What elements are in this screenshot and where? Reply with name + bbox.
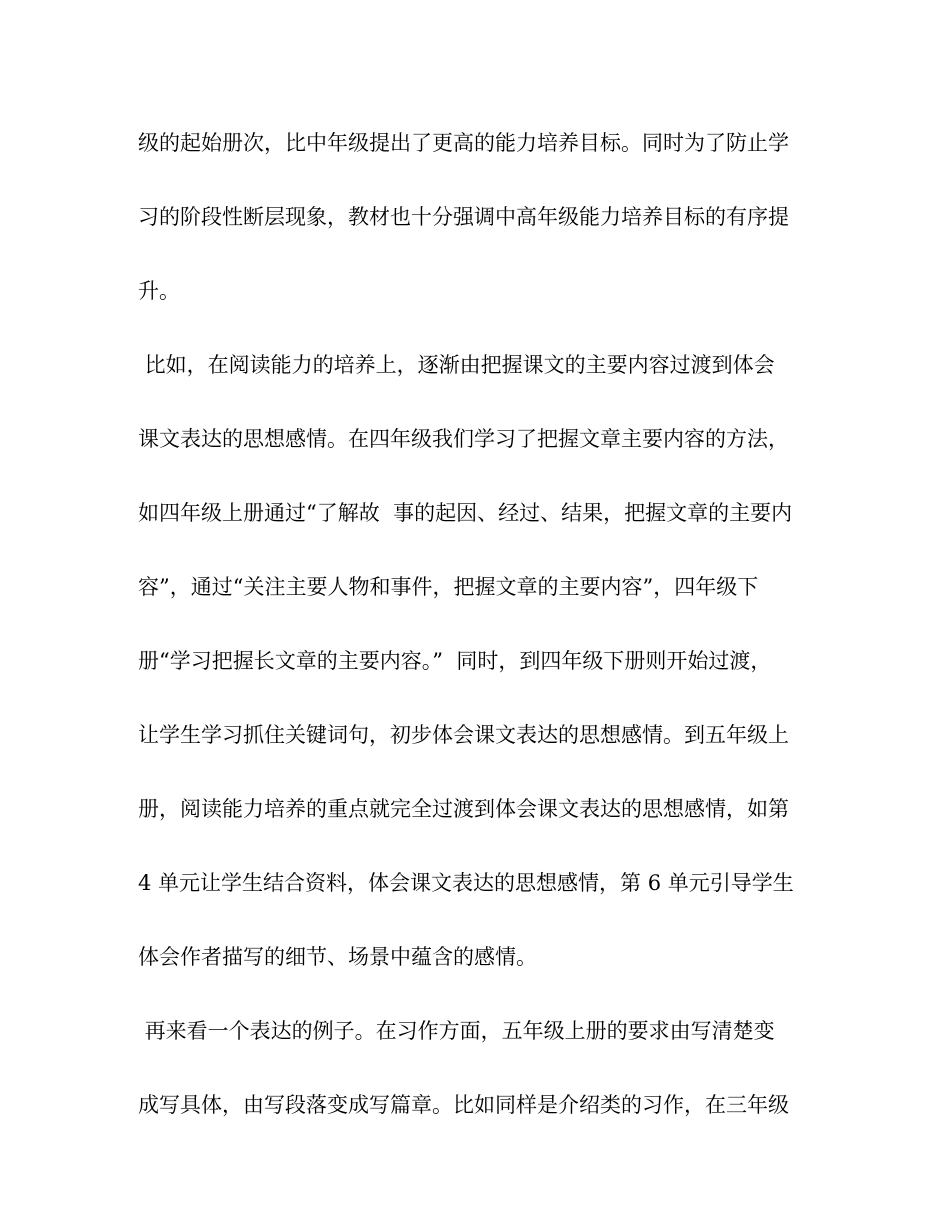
text-line: 比如，在阅读能力的培养上，逐渐由把握课文的主要内容过渡到体会 — [138, 353, 775, 377]
text-line: 如四年级上册通过“了解故 事的起因、经过、结果，把握文章的主要内 — [138, 501, 793, 525]
text-line: 再来看一个表达的例子。在习作方面，五年级上册的要求由写清楚变 — [138, 1019, 775, 1043]
text-line: 升。 — [138, 279, 180, 303]
text-line: 让学生学习抓住关键词句，初步体会课文表达的思想感情。到五年级上 — [138, 723, 789, 747]
text-line: 级的起始册次，比中年级提出了更高的能力培养目标。同时为了防止学 — [138, 131, 789, 155]
text-line: 体会作者描写的细节、场景中蕴含的感情。 — [138, 945, 537, 969]
text-line: 容”，通过“关注主要人物和事件，把握文章的主要内容”，四年级下 — [138, 575, 759, 599]
text-line: 册“学习把握长文章的主要内容。” 同时，到四年级下册则开始过渡， — [138, 649, 772, 673]
text-line: 册，阅读能力培养的重点就完全过渡到体会课文表达的思想感情，如第 — [138, 797, 789, 821]
text-line: 习的阶段性断层现象，教材也十分强调中高年级能力培养目标的有序提 — [138, 205, 789, 229]
text-line: 课文表达的思想感情。在四年级我们学习了把握文章主要内容的方法， — [138, 427, 789, 451]
text-line: 4 单元让学生结合资料，体会课文表达的思想感情，第 6 单元引导学生 — [138, 871, 794, 895]
text-line: 成写具体，由写段落变成写篇章。比如同样是介绍类的习作，在三年级 — [138, 1093, 789, 1117]
